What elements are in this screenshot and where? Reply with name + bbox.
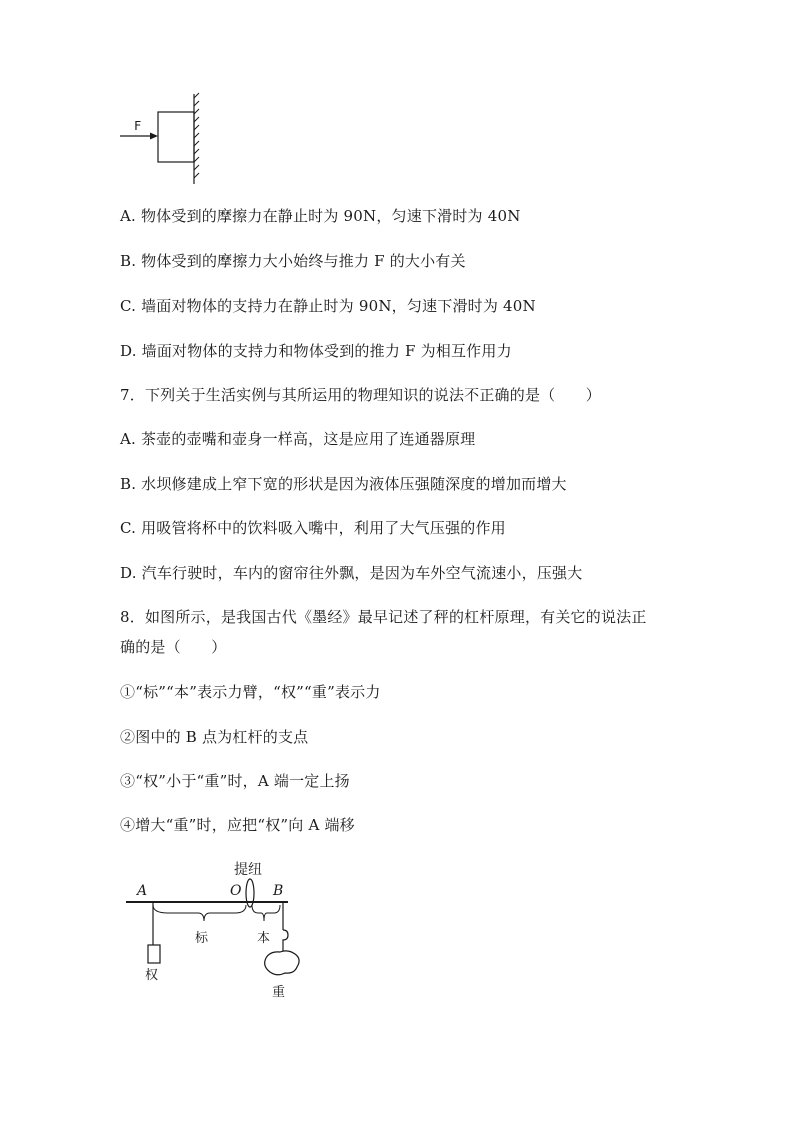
brace-ben [252, 905, 280, 921]
q6-option-a: A. 物体受到的摩擦力在静止时为 90N，匀速下滑时为 40N [120, 207, 521, 225]
q7-stem: 7．下列关于生活实例与其所运用的物理知识的说法不正确的是（ ） [120, 386, 601, 404]
q6-option-d: D. 墙面对物体的支持力和物体受到的推力 F 为相互作用力 [120, 342, 512, 360]
force-arrow-head [150, 133, 158, 140]
q8-statement-2: ②图中的 B 点为杠杆的支点 [120, 728, 309, 746]
q7-option-a: A. 茶壶的壶嘴和壶身一样高，这是应用了连通器原理 [120, 430, 476, 448]
q6-option-b: B. 物体受到的摩擦力大小始终与推力 F 的大小有关 [120, 252, 466, 270]
q6-option-c: C. 墙面对物体的支持力在静止时为 90N，匀速下滑时为 40N [120, 297, 536, 315]
label-zhong: 重 [272, 985, 286, 1000]
q7-option-d: D. 汽车行驶时，车内的窗帘往外飘，是因为车外空气流速小，压强大 [120, 564, 583, 582]
wall-hatching [194, 93, 199, 178]
label-tizhu: 提纽 [234, 862, 262, 878]
q8-statement-1: ①“标”“本”表示力臂，“权”“重”表示力 [120, 683, 381, 701]
block [158, 112, 194, 162]
label-ben: 本 [257, 931, 271, 946]
label-biao: 标 [195, 931, 209, 946]
q7-option-c: C. 用吸管将杯中的饮料吸入嘴中，利用了大气压强的作用 [120, 519, 506, 537]
brace-biao [153, 905, 246, 921]
q7-option-b: B. 水坝修建成上窄下宽的形状是因为液体压强随深度的增加而增大 [120, 475, 567, 493]
label-quan: 权 [145, 968, 159, 983]
zhong-hook [283, 930, 288, 951]
figure-steelyard [120, 855, 320, 1005]
quan-weight [148, 945, 160, 963]
q8-statement-4: ④增大“重”时，应把“权”向 A 端移 [120, 816, 355, 834]
label-a: A [137, 883, 148, 899]
zhong-object [265, 951, 299, 975]
force-label: F [134, 119, 142, 133]
label-o: O [230, 883, 242, 899]
q8-stem-line1: 8．如图所示，是我国古代《墨经》最早记述了秤的杠杆原理，有关它的说法正 [120, 608, 647, 626]
q8-statement-3: ③“权”小于“重”时，A 端一定上扬 [120, 772, 350, 790]
q8-stem-line2: 确的是（ ） [120, 638, 227, 656]
figure-block-against-wall [118, 92, 208, 187]
label-b: B [273, 883, 284, 899]
